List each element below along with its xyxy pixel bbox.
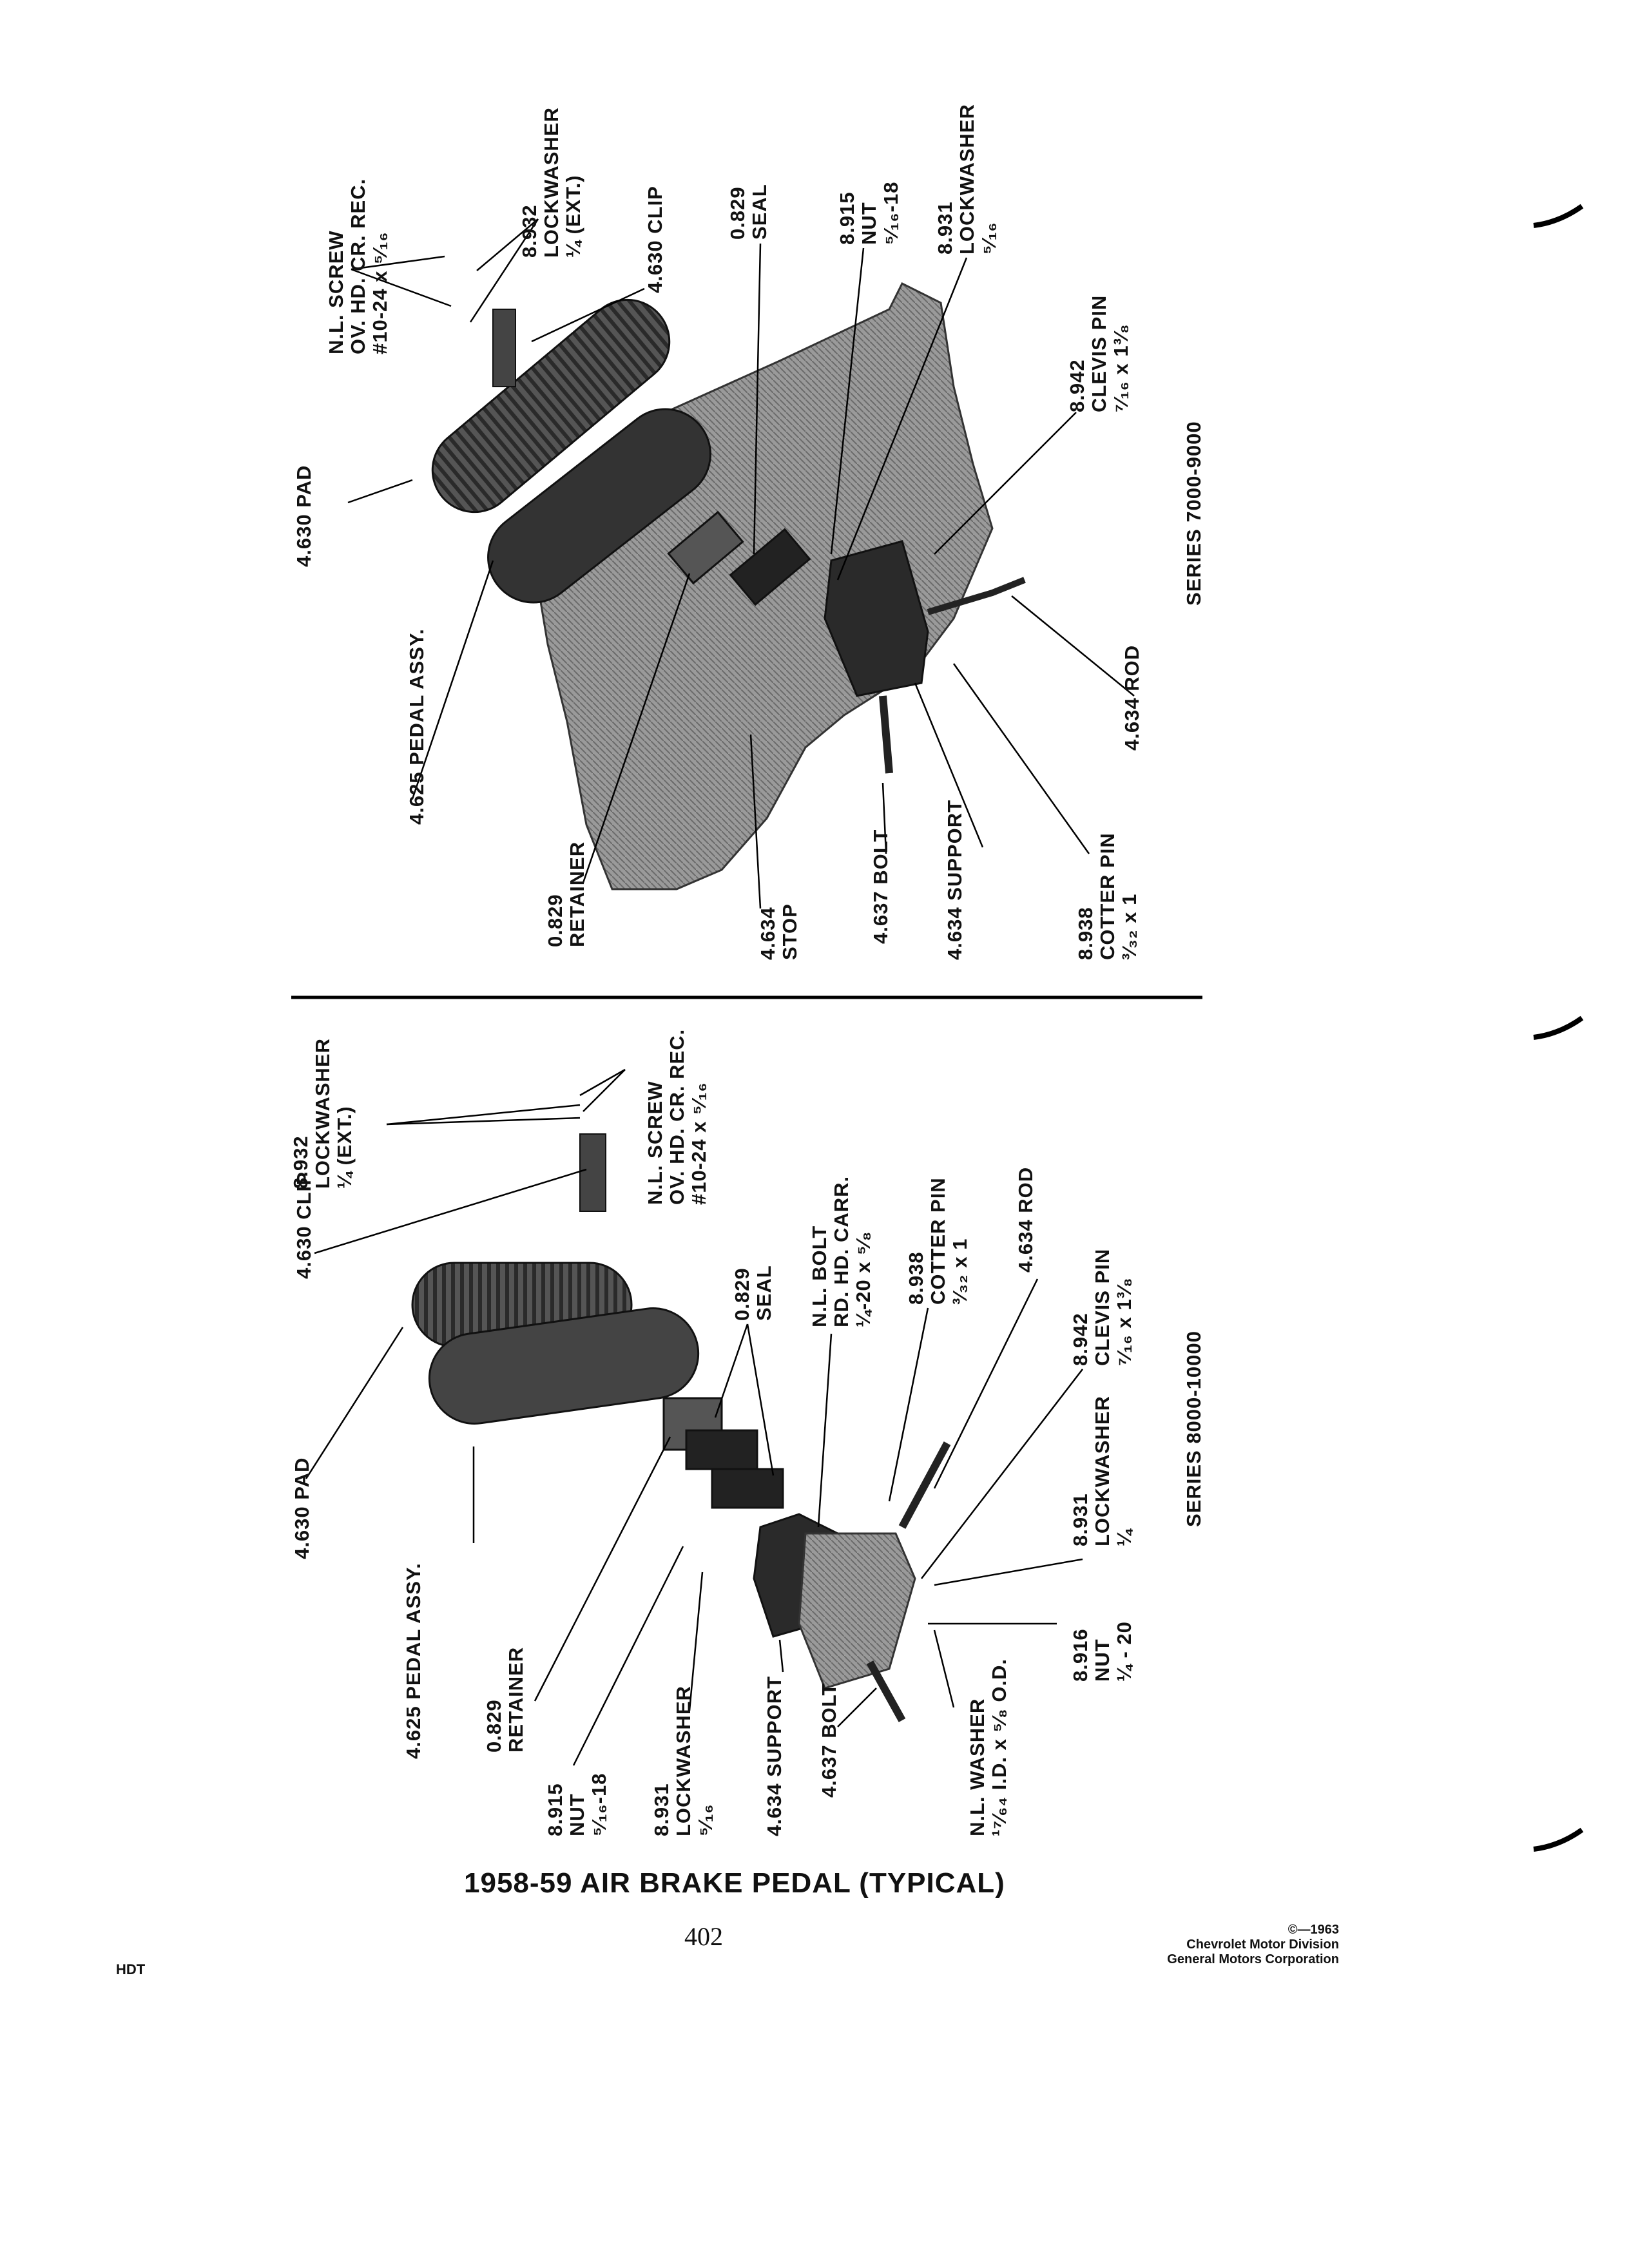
label-line: COTTER PIN bbox=[927, 1177, 949, 1305]
label-line: ⁵⁄₁₆ bbox=[694, 1803, 717, 1836]
label-line: STOP bbox=[778, 903, 801, 960]
label-line: 4.625 PEDAL ASSY. bbox=[402, 1562, 425, 1759]
label-line: 8.931 bbox=[650, 1783, 673, 1836]
top-label-nl-screw bbox=[325, 178, 391, 354]
label-line: 0.829 bbox=[731, 1267, 753, 1321]
label-line: 4.630 PAD bbox=[291, 1457, 313, 1559]
label-line: 4.630 CLIP bbox=[293, 1171, 315, 1279]
label-line: 8.915 bbox=[544, 1783, 566, 1836]
label-line: NUT bbox=[1091, 1639, 1113, 1682]
copyright-line: General Motors Corporation bbox=[1167, 1952, 1339, 1966]
label-line: 4.625 PEDAL ASSY. bbox=[405, 628, 428, 825]
label-line: ⁵⁄₁₆ bbox=[978, 222, 1000, 255]
top-label-rod bbox=[1121, 645, 1143, 751]
label-line: CLEVIS PIN bbox=[1091, 1248, 1113, 1366]
bottom-label-lockwasher-932 bbox=[290, 1038, 356, 1189]
label-line: 8.932 bbox=[289, 1135, 312, 1189]
label-line: N.L. SCREW bbox=[644, 1081, 666, 1205]
bottom-clip-shape bbox=[580, 1134, 606, 1211]
label-line: 8.942 bbox=[1069, 1312, 1092, 1366]
bottom-label-retainer bbox=[483, 1647, 527, 1753]
bottom-bracket-shape bbox=[799, 1533, 915, 1688]
label-line: #10-24 x ⁵⁄₁₆ bbox=[688, 1082, 710, 1205]
label-line: COTTER PIN bbox=[1096, 832, 1119, 960]
top-label-clevis-pin bbox=[1066, 295, 1132, 412]
label-line: 4.634 ROD bbox=[1014, 1166, 1037, 1273]
bottom-label-nl-bolt bbox=[809, 1176, 874, 1327]
top-label-seal bbox=[727, 184, 771, 240]
label-line: 8.938 bbox=[905, 1251, 927, 1305]
bottom-label-pedal-assy bbox=[403, 1562, 425, 1759]
bottom-label-nut-916 bbox=[1070, 1621, 1135, 1682]
label-line: ¼-20 x ⁵⁄₈ bbox=[852, 1231, 874, 1327]
label-line: LOCKWASHER bbox=[311, 1038, 334, 1189]
page-number: 402 bbox=[684, 1922, 723, 1951]
bottom-label-lockwasher-931a bbox=[651, 1686, 717, 1836]
top-label-lockwasher-832 bbox=[519, 107, 584, 258]
label-line: ⁷⁄₁₆ x 1³⁄₈ bbox=[1113, 1277, 1135, 1366]
bottom-label-support bbox=[764, 1676, 786, 1836]
bottom-seal-shape-1 bbox=[686, 1430, 757, 1469]
label-line: ¼ (EXT.) bbox=[333, 1106, 356, 1189]
label-line: 4.637 BOLT bbox=[818, 1682, 840, 1798]
label-line: ³⁄₃₂ x 1 bbox=[949, 1238, 971, 1305]
label-line: RETAINER bbox=[505, 1646, 527, 1753]
label-line: 8.915 bbox=[836, 191, 858, 245]
bottom-label-bolt bbox=[818, 1683, 840, 1798]
label-line: ⁵⁄₁₆-18 bbox=[588, 1773, 610, 1836]
label-line: RETAINER bbox=[566, 841, 588, 947]
bottom-bolt-shape bbox=[870, 1662, 902, 1720]
copyright-line: ©—1963 bbox=[1287, 1923, 1339, 1937]
label-line: N.L. SCREW bbox=[325, 230, 347, 354]
page-title: 1958-59 AIR BRAKE PEDAL (TYPICAL) bbox=[464, 1867, 1005, 1899]
label-line: ³⁄₃₂ x 1 bbox=[1118, 893, 1141, 960]
label-line: RD. HD. CARR. bbox=[830, 1175, 853, 1327]
bottom-label-nl-screw bbox=[644, 1029, 710, 1205]
label-line: LOCKWASHER bbox=[672, 1686, 695, 1836]
label-line: NUT bbox=[858, 202, 880, 245]
label-line: 0.829 bbox=[544, 894, 566, 947]
label-line: OV. HD. CR. REC. bbox=[666, 1028, 688, 1205]
bottom-seal-shape-2 bbox=[712, 1469, 783, 1508]
copyright-line: Chevrolet Motor Division bbox=[1186, 1937, 1339, 1952]
top-label-pedal-assy bbox=[406, 628, 428, 825]
label-line: 8.916 bbox=[1069, 1628, 1092, 1682]
label-line: OV. HD. CR. REC. bbox=[347, 178, 369, 354]
top-label-nut bbox=[836, 182, 902, 245]
binder-mark-2 bbox=[1534, 1018, 1582, 1037]
bottom-label-lockwasher-931b bbox=[1070, 1396, 1135, 1546]
label-line: ¹⁷⁄₆₄ I.D. x ⁵⁄₈ O.D. bbox=[988, 1658, 1010, 1836]
label-line: LOCKWASHER bbox=[1091, 1396, 1113, 1546]
bottom-label-clevis-pin bbox=[1070, 1249, 1135, 1366]
bottom-label-seal bbox=[731, 1265, 775, 1321]
top-label-lockwasher-931 bbox=[934, 104, 1000, 255]
label-line: 8.931 bbox=[1069, 1493, 1092, 1546]
label-line: 0.829 bbox=[483, 1699, 505, 1753]
label-line: ¼ (EXT.) bbox=[562, 175, 584, 258]
top-label-cotter-pin bbox=[1075, 832, 1141, 960]
binder-mark-3 bbox=[1534, 1830, 1582, 1849]
bottom-label-pad bbox=[291, 1457, 313, 1559]
bottom-label-rod bbox=[1015, 1167, 1037, 1273]
label-line: SEAL bbox=[753, 1265, 775, 1321]
label-line: 8.938 bbox=[1074, 907, 1097, 960]
top-clip-shape bbox=[493, 309, 516, 387]
label-line: #10-24 x ⁵⁄₁₆ bbox=[369, 231, 391, 354]
label-line: ¼ - 20 bbox=[1113, 1621, 1135, 1682]
footer-left-code: HDT bbox=[116, 1961, 146, 1977]
label-line: NUT bbox=[566, 1793, 588, 1836]
top-label-bolt bbox=[870, 829, 892, 944]
top-label-support bbox=[944, 800, 966, 960]
top-label-stop bbox=[757, 903, 801, 960]
copyright-block bbox=[1167, 1923, 1339, 1967]
label-line: 4.634 bbox=[757, 907, 779, 960]
bottom-label-nut-915 bbox=[545, 1773, 610, 1836]
label-line: 8.932 bbox=[518, 204, 541, 258]
bottom-series-label: SERIES 8000-10000 bbox=[1182, 1331, 1205, 1527]
label-line: SEAL bbox=[748, 184, 771, 240]
label-line: 4.630 PAD bbox=[293, 465, 315, 567]
top-label-retainer bbox=[545, 841, 588, 947]
label-line: 4.637 BOLT bbox=[869, 829, 892, 944]
label-line: ⁷⁄₁₆ x 1³⁄₈ bbox=[1110, 323, 1132, 412]
top-series-label: SERIES 7000-9000 bbox=[1182, 421, 1205, 606]
top-label-clip bbox=[644, 186, 666, 293]
top-label-pad bbox=[293, 465, 315, 567]
label-line: ¼ bbox=[1113, 1529, 1135, 1546]
label-line: LOCKWASHER bbox=[956, 104, 978, 255]
label-line: 8.942 bbox=[1066, 359, 1088, 412]
label-line: 4.634 SUPPORT bbox=[943, 799, 966, 960]
label-line: 8.931 bbox=[934, 201, 956, 255]
label-line: LOCKWASHER bbox=[540, 107, 563, 258]
label-line: 0.829 bbox=[726, 186, 749, 240]
binder-mark-1 bbox=[1534, 206, 1582, 226]
top-bolt-shape bbox=[883, 696, 889, 773]
label-line: N.L. WASHER bbox=[966, 1698, 988, 1836]
label-line: N.L. BOLT bbox=[808, 1225, 831, 1327]
bottom-label-cotter-pin bbox=[905, 1177, 971, 1305]
label-line: ⁵⁄₁₆-18 bbox=[880, 181, 902, 245]
label-line: 4.634 SUPPORT bbox=[763, 1675, 786, 1836]
label-line: 4.634 ROD bbox=[1121, 644, 1143, 751]
bottom-rod-shape bbox=[902, 1443, 947, 1527]
bottom-label-nl-washer bbox=[967, 1658, 1010, 1836]
label-line: CLEVIS PIN bbox=[1088, 294, 1110, 412]
label-line: 4.630 CLIP bbox=[644, 186, 666, 293]
